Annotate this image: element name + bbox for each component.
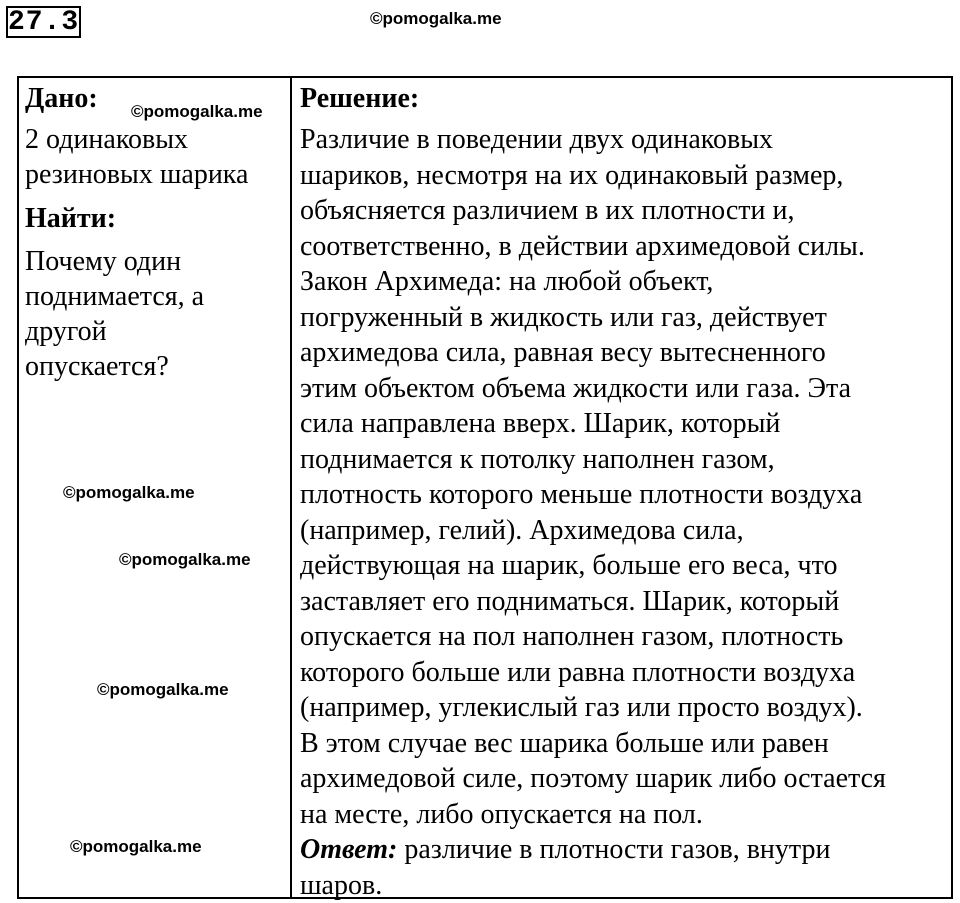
solution-label: Решение: [300,83,419,115]
solution-text [300,122,950,903]
solution-line: опускается на пол наполнен газом, плотность [300,619,950,655]
solution-line: архимедовой силе, поэтому шарик либо остается [300,761,950,797]
solution-line: этим объектом объема жидкости или газа. Эта [300,371,950,407]
solution-line: плотность которого меньше плотности воздуха [300,477,950,513]
answer-label: Ответ: [300,834,397,865]
given-label: Дано: [25,83,98,115]
find-line: опускается? [25,349,204,384]
solution-line: шариков, несмотря на их одинаковый размер, [300,158,950,194]
given-line: 2 одинаковых [25,122,248,157]
solution-line: Различие в поведении двух одинаковых [300,122,950,158]
watermark: ©pomogalka.me [97,680,229,700]
solution-line: сила направлена вверх. Шарик, который [300,406,950,442]
find-line: поднимается, а [25,279,204,314]
solution-column [291,77,952,898]
answer-text: различие в плотности газов, внутри [397,834,830,865]
watermark: ©pomogalka.me [370,9,502,29]
solution-line: на месте, либо опускается на пол. [300,797,950,833]
solution-line: (например, гелий). Архимедова сила, [300,513,950,549]
find-line: Почему один [25,244,204,279]
answer-line: шаров. [300,868,950,903]
given-line: резиновых шарика [25,157,248,192]
solution-line: погруженный в жидкость или газ, действует [300,300,950,336]
problem-table [17,76,953,899]
solution-line: архимедова сила, равная весу вытесненного [300,335,950,371]
solution-line: заставляет его подниматься. Шарик, который [300,584,950,620]
given-text [25,122,248,192]
problem-number: 27.3 [6,6,81,38]
find-text [25,244,204,384]
solution-line: объясняется различием в их плотности и, [300,193,950,229]
solution-line: В этом случае вес шарика больше или равен [300,726,950,762]
watermark: ©pomogalka.me [131,102,263,122]
solution-line: действующая на шарик, больше его веса, что [300,548,950,584]
watermark: ©pomogalka.me [70,837,202,857]
solution-line: соответственно, в действии архимедовой силы. [300,229,950,265]
answer-line [300,832,950,868]
solution-line: которого больше или равна плотности воздуха [300,655,950,691]
solution-line: поднимается к потолку наполнен газом, [300,442,950,478]
given-column [18,77,291,898]
solution-line: (например, углекислый газ или просто воздух). [300,690,950,726]
solution-line: Закон Архимеда: на любой объект, [300,264,950,300]
find-line: другой [25,314,204,349]
watermark: ©pomogalka.me [63,483,195,503]
watermark: ©pomogalka.me [119,550,251,570]
find-label: Найти: [25,203,116,235]
